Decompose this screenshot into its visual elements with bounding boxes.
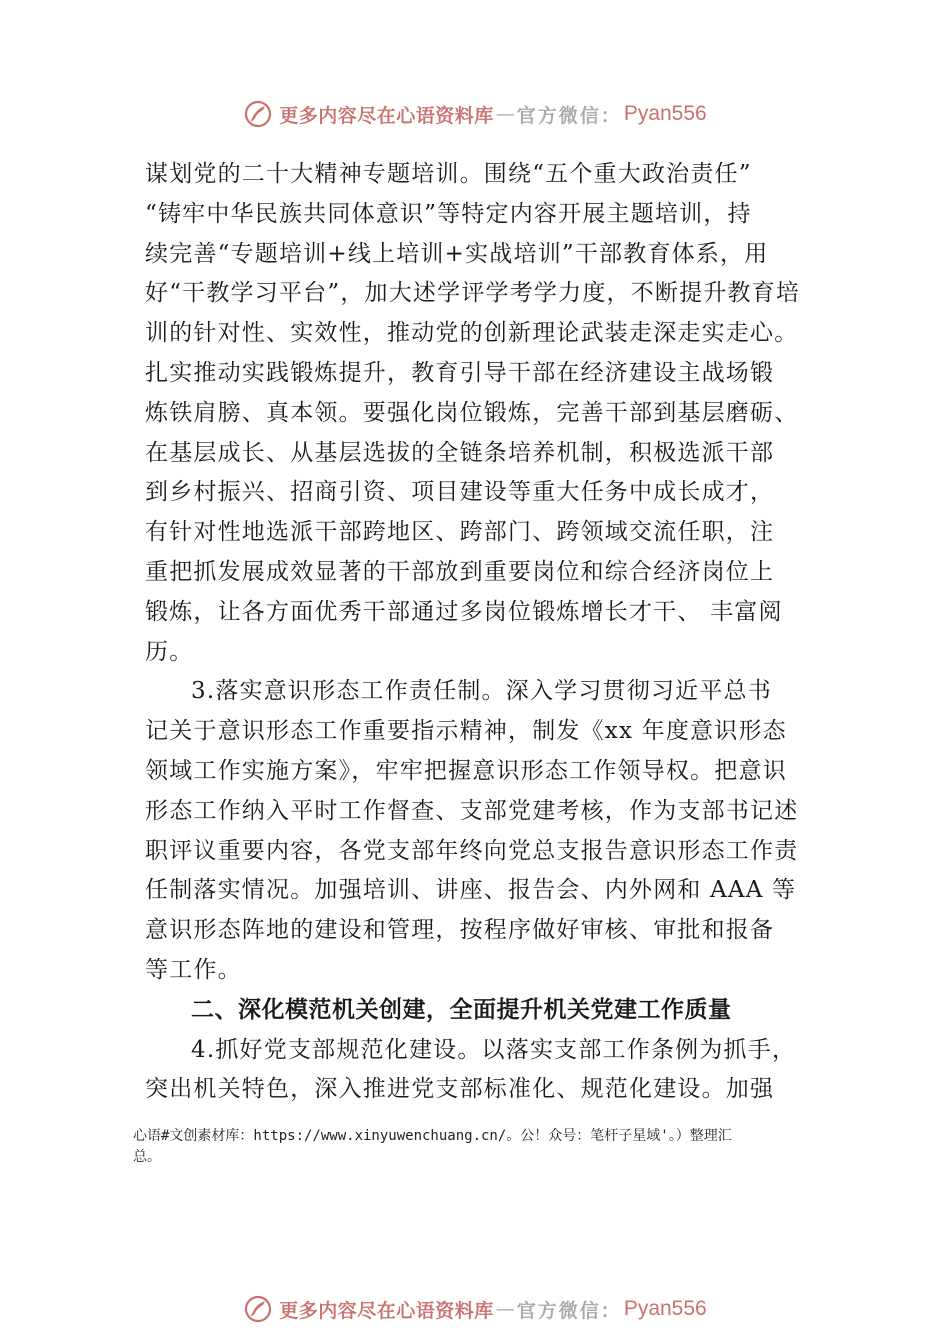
body-line: “铸牢中华民族共同体意识”等特定内容开展主题培训，持 xyxy=(145,200,752,227)
body-line: 续完善“专题培训+线上培训+实战培训”干部教育体系，用 xyxy=(145,240,769,267)
body-line: 有针对性地选派干部跨地区、跨部门、跨领域交流任职，注 xyxy=(145,519,775,546)
item3-line: 职评议重要内容，各党支部年终向党总支报告意识形态工作责 xyxy=(145,837,799,864)
banner-dash: — xyxy=(495,103,515,125)
document-body xyxy=(145,155,805,1110)
item3-line: 等工作。 xyxy=(145,956,242,983)
body-line: 谋划党的二十大精神专题培训。围绕“五个重大政治责任” xyxy=(145,161,752,187)
footnote xyxy=(133,1126,833,1168)
brand-logo-icon xyxy=(243,1294,273,1324)
body-line: 在基层成长、从基层选拔的全链条培养机制，积极选派干部 xyxy=(145,439,775,466)
banner-brand-text: 更多内容尽在心语资料库 xyxy=(279,1299,494,1322)
banner-official-label: 官方微信： xyxy=(516,104,622,127)
body-line: 训的针对性、实效性，推动党的创新理论武装走深走实走心。 xyxy=(145,320,799,347)
banner-official-label: 官方微信： xyxy=(516,1299,622,1322)
item3-line: 记关于意识形态工作重要指示精神，制发《xx 年度意识形态 xyxy=(145,718,787,745)
item3-line: 形态工作纳入平时工作督查、支部党建考核，作为支部书记述 xyxy=(145,797,799,824)
section-heading: 二、深化模范机关创建，全面提升机关党建工作质量 xyxy=(191,996,732,1023)
body-line: 重把抓发展成效显著的干部放到重要岗位和综合经济岗位上 xyxy=(145,558,775,585)
body-line: 好“干教学习平台”，加大述学评学考学力度，不断提升教育培 xyxy=(145,280,801,307)
item3-line: 任制落实情况。加强培训、讲座、报告会、内外网和 AAA 等 xyxy=(145,877,797,904)
item3-line: 3.落实意识形态工作责任制。深入学习贯彻习近平总书 xyxy=(191,678,772,705)
item3-line: 领域工作实施方案》，牢牢把握意识形态工作领导权。把意识 xyxy=(145,757,787,784)
body-line: 炼铁肩膀、真本领。要强化岗位锻炼，完善干部到基层磨砺、 xyxy=(145,399,799,426)
item3-line: 意识形态阵地的建设和管理，按程序做好审核、审批和报备 xyxy=(145,917,775,944)
body-line: 扎实推动实践锻炼提升，教育引导干部在经济建设主战场锻 xyxy=(145,359,775,386)
item4-line: 突出机关特色，深入推进党支部标准化、规范化建设。加强 xyxy=(145,1076,775,1103)
item4-line: 4.抓好党支部规范化建设。以落实支部工作条例为抓手， xyxy=(191,1036,797,1063)
brand-logo-icon xyxy=(243,99,273,129)
footnote-line: 总。 xyxy=(133,1149,161,1165)
banner-wechat-id: Pyan556 xyxy=(623,102,707,125)
banner-brand-text: 更多内容尽在心语资料库 xyxy=(279,104,494,127)
footer-banner xyxy=(0,1289,950,1329)
body-line: 历。 xyxy=(145,638,194,665)
footnote-line: 心语#文创素材库：https://www.xinyuwenchuang.cn/。公！众号：笔杆子星域'。）整理汇 xyxy=(133,1128,732,1144)
banner-dash: — xyxy=(495,1298,515,1320)
body-line: 锻炼，让各方面优秀干部通过多岗位锻炼增长才干、 丰富阅 xyxy=(145,598,783,625)
banner-wechat-id: Pyan556 xyxy=(623,1297,707,1320)
body-line: 到乡村振兴、招商引资、项目建设等重大任务中成长成才， xyxy=(145,479,775,506)
header-banner xyxy=(0,94,950,134)
